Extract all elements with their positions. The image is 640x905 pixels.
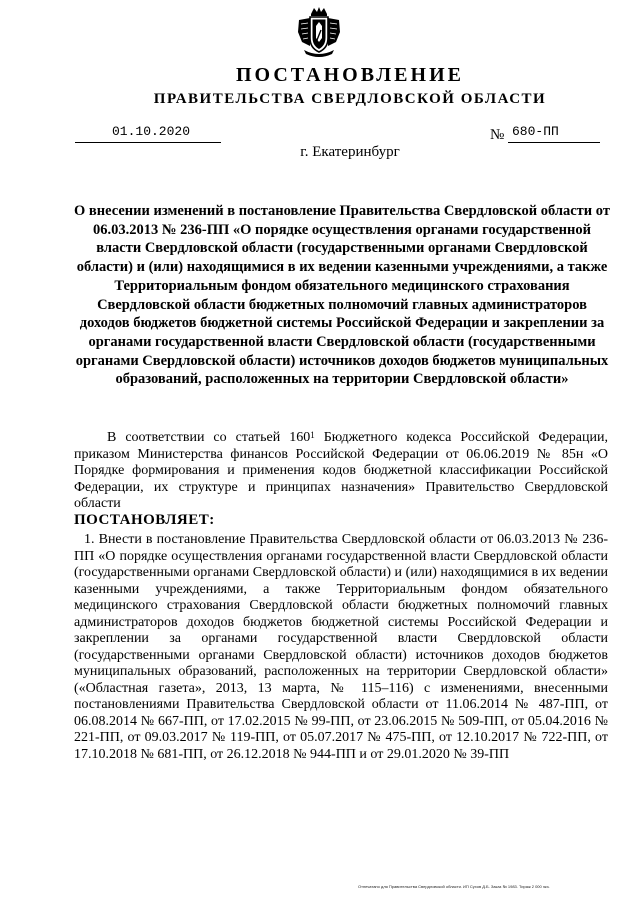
date-underline <box>75 142 221 143</box>
document-title: ПОСТАНОВЛЕНИЕ <box>236 64 464 86</box>
sverdlovsk-coat-of-arms-icon <box>296 6 342 58</box>
resolve-heading: ПОСТАНОВЛЯЕТ: <box>74 512 215 528</box>
document-city: г. Екатеринбург <box>300 144 400 160</box>
number-underline <box>508 142 600 143</box>
number-sign: № <box>490 127 505 143</box>
clause-1-paragraph: 1. Внести в постановление Правительства Свердловской области от 06.03.2013 № 236-ПП «О порядке осуществления органами государственной власти Свердловской области (государственными органами Свердловской области) и (или) находящимися в их ведении казенными учреждениями, а также Территориальным фондом обязательного медицинского страхования Свердловской области бюджетных полномочий главных администраторов доходов бюджетов бюджетной системы Российской Федерации и закреплении за органами государственной власти Свердловской области (государственными органами Свердловской области) источников доходов бюджетов муниципальных образований, расположенных на территории Свердловской области» («Областная газета», 2013, 13 марта, № 115–116) с изменениями, внесенными постановлениями Правительства Свердловской области от 11.06.2014 № 487-ПП, от 06.08.2014 № 667-ПП, от 17.02.2015 № 99-ПП, от 23.06.2015 № 509-ПП, от 05.04.2016 № 221-ПП, от 09.03.2017 № 119-ПП, от 05.07.2017 № 475-ПП, от 12.10.2017 № 722-ПП, от 17.10.2018 № 681-ПП, от 26.12.2018 № 944-ПП и от 29.01.2020 № 39-ПП <box>74 532 608 762</box>
preamble-paragraph <box>74 430 608 513</box>
document-subtitle: ПРАВИТЕЛЬСТВА СВЕРДЛОВСКОЙ ОБЛАСТИ <box>153 91 547 107</box>
print-footer: Отпечатано для Правительства Свердловской области. ИП Сухов Д.Б. Заказ № 1983. Тираж 2 000 экз. <box>358 884 550 889</box>
document-number: 680-ПП <box>512 124 559 139</box>
article-superscript: 1 <box>310 430 315 440</box>
preamble-text-end: Бюджетного кодекса Российской Федерации, приказом Министерства финансов Российской Федерации от 06.06.2019 № 85н «О Порядке формирования и применения кодов бюджетной классификации Российской Федерации, их структуре и принципах назначения» Правительство Свердловской области <box>74 430 608 511</box>
document-heading: О внесении изменений в постановление Правительства Свердловской области от 06.03.2013 № 236-ПП «О порядке осуществления органами государственной власти Свердловской области (государственными органами Свердловской области) и (или) находящимися в их ведении казенными учреждениями, а также Территориальным фондом обязательного медицинского страхования Свердловской области бюджетных полномочий главных администраторов доходов бюджетов бюджетной системы Российской Федерации и закреплении за органами государственной власти Свердловской области (государственными органами Свердловской области) источников доходов бюджетов муниципальных образований, расположенных на территории Свердловской области» <box>74 203 610 388</box>
preamble-text-start: В соответствии со статьей 160 <box>107 430 311 445</box>
document-date: 01.10.2020 <box>112 124 191 139</box>
